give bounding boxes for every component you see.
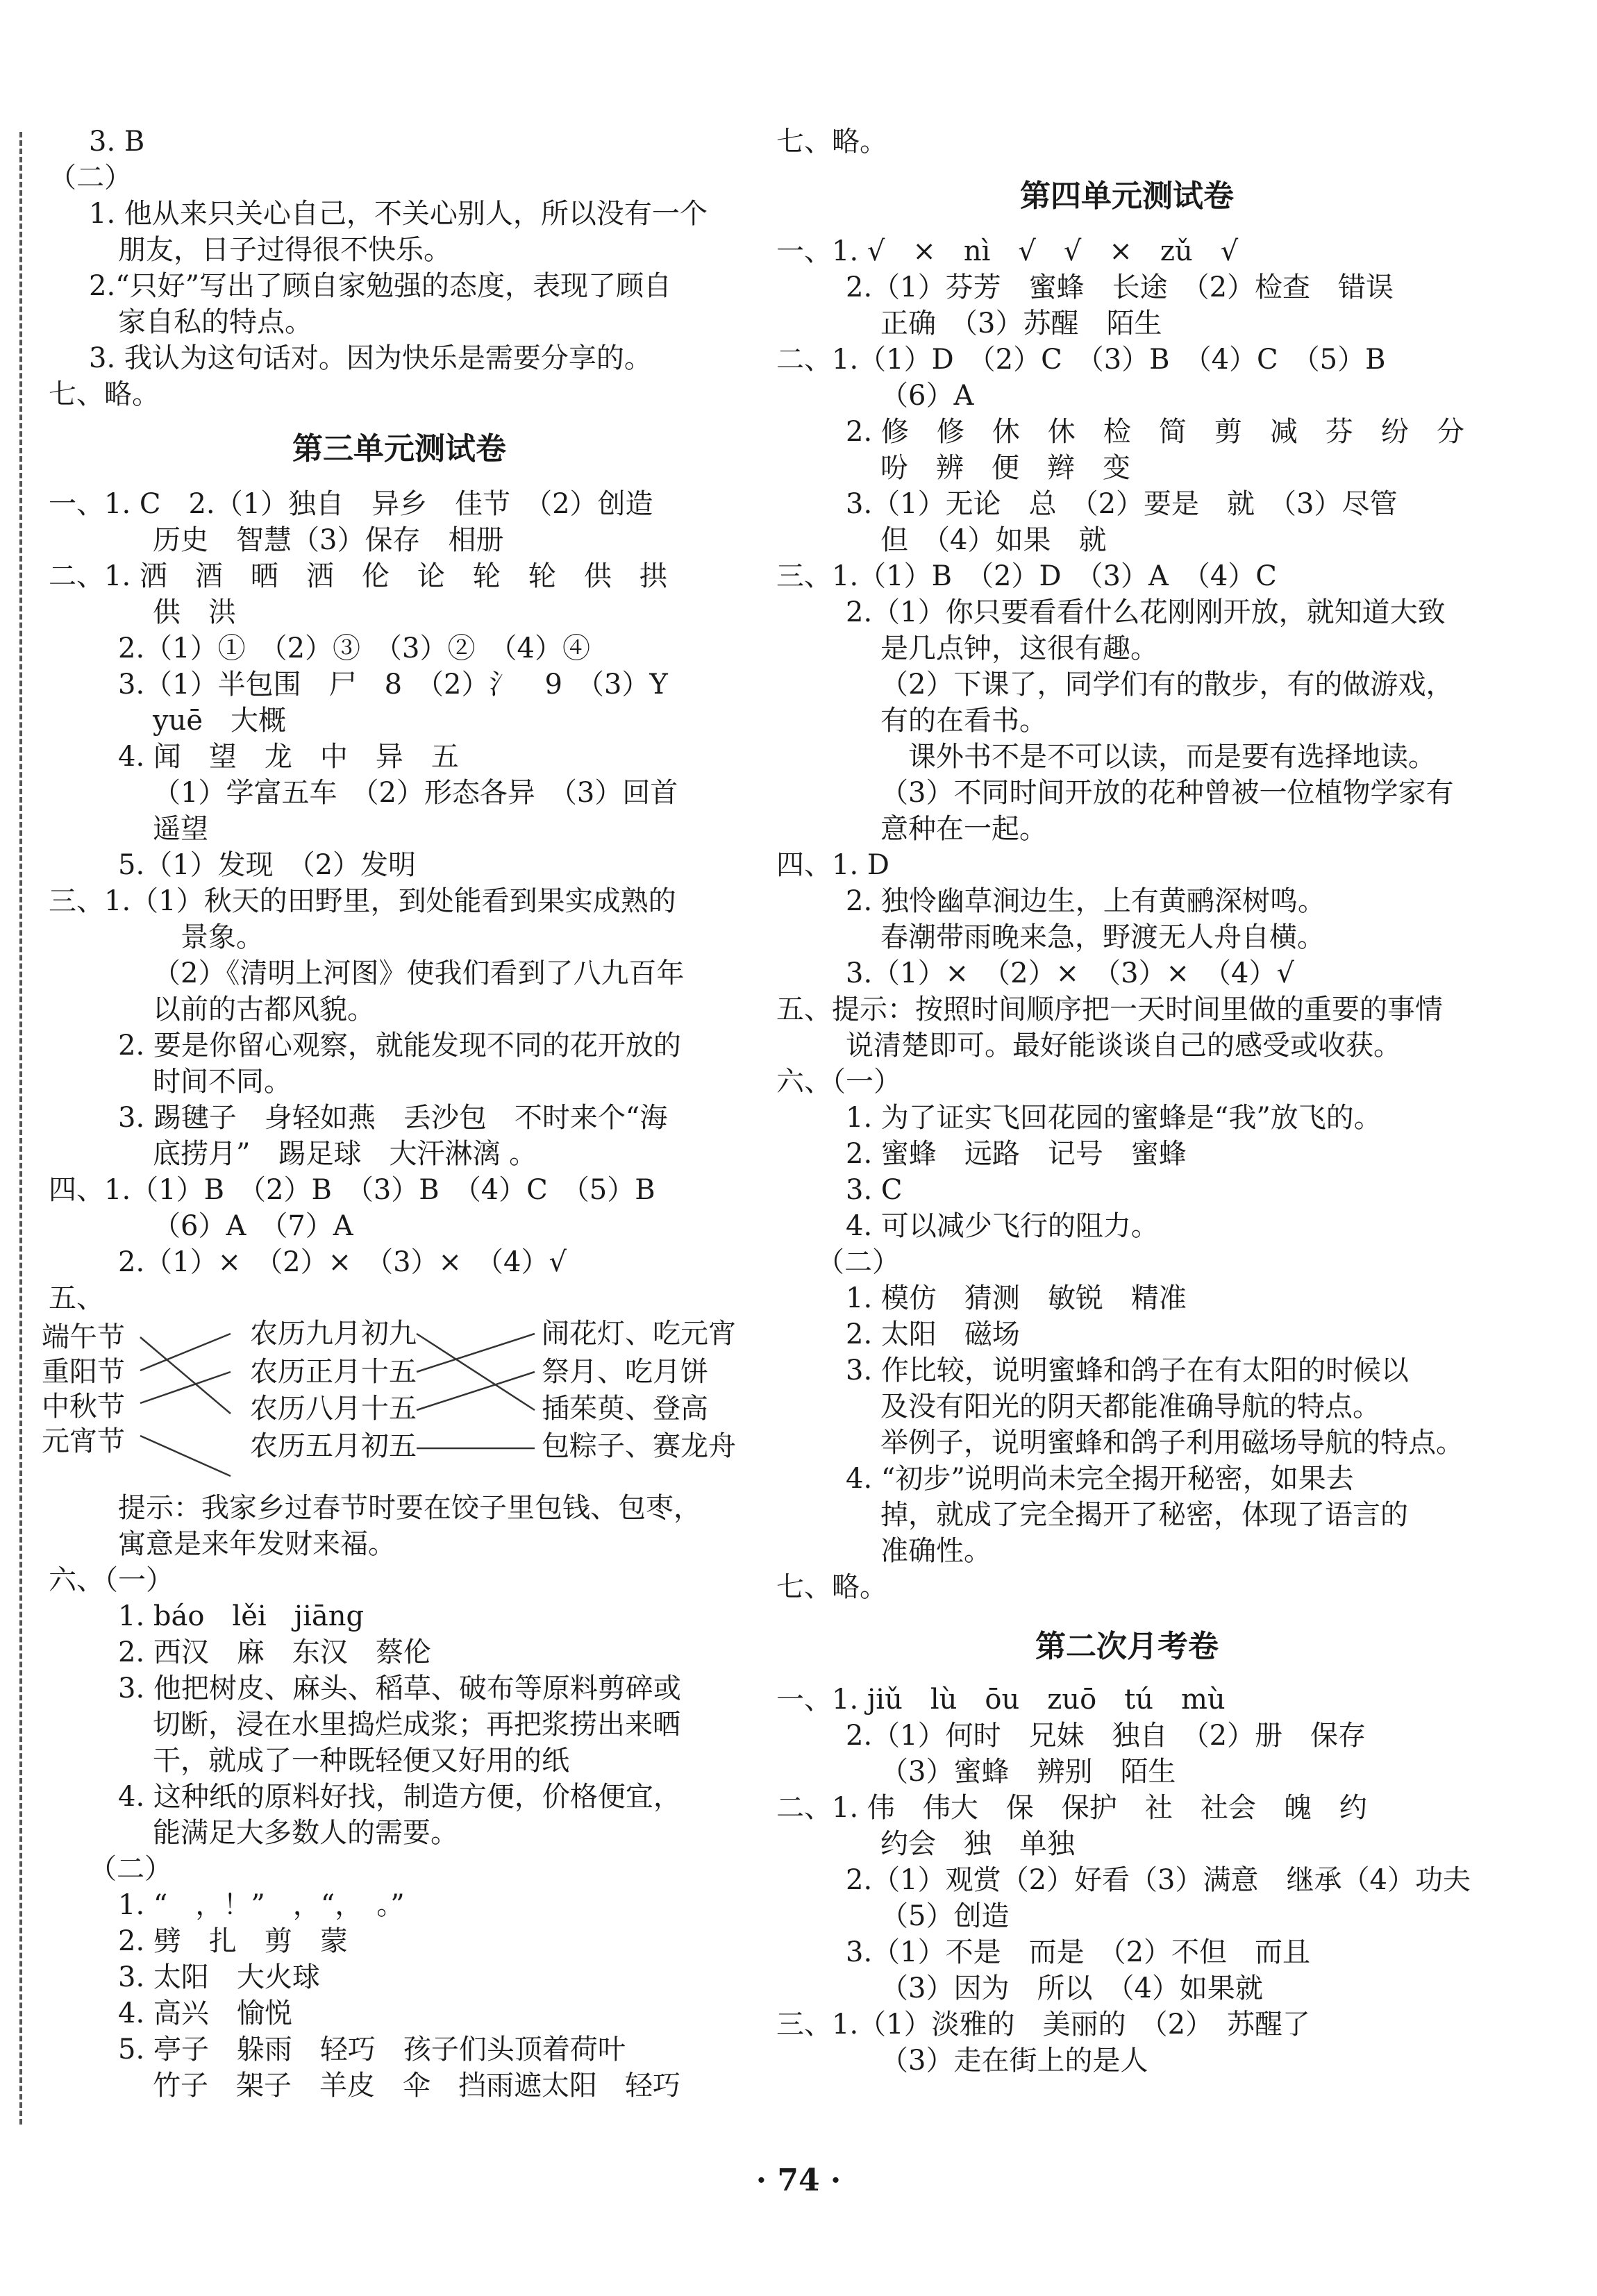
answer-line: 3.（1）不是 而是 （2）不但 而且	[846, 1936, 1311, 1968]
answer-line: （3）因为 所以 （4）如果就	[880, 1972, 1263, 2004]
right-column	[776, 124, 1478, 2079]
page-number: · 74 ·	[755, 2163, 842, 2198]
answer-line: （3）走在街上的是人	[880, 2045, 1148, 2077]
date-label: 农历八月十五	[250, 1393, 417, 1425]
answer-line: 能满足大多数人的需要。	[153, 1817, 458, 1849]
answer-line: 3. C	[846, 1174, 903, 1206]
answer-line: 七、略。	[776, 126, 887, 158]
answer-line: 是几点钟，这很有趣。	[880, 632, 1158, 664]
answer-line: 2.（1）× （2）× （3）× （4）√	[118, 1246, 567, 1278]
cut-line	[19, 132, 22, 2125]
match-line	[140, 1372, 231, 1403]
answer-line: 2. 独怜幽草涧边生，上有黄鹂深树鸣。	[846, 885, 1326, 917]
match-line	[417, 1334, 535, 1410]
answer-line: 3. 他把树皮、麻头、稻草、破布等原料剪碎或	[118, 1673, 681, 1704]
answer-line: 五、	[49, 1282, 104, 1314]
answer-line: 朋友，日子过得很不快乐。	[118, 234, 451, 266]
answer-line: 二、1.（1）D （2）C （3）B （4）C （5）B	[776, 344, 1386, 376]
date-label: 农历五月初五	[250, 1430, 417, 1462]
date-label: 农历正月十五	[250, 1356, 417, 1388]
answer-line: 三、1.（1）B （2）D （3）A （4）C	[776, 560, 1277, 592]
answer-line: 供 洪	[153, 596, 236, 628]
answer-line: 举例子，说明蜜蜂和鸽子利用磁场导航的特点。	[880, 1427, 1464, 1459]
answer-line: 4. 可以减少飞行的阻力。	[846, 1210, 1159, 1242]
custom-label: 包粽子、赛龙舟	[542, 1430, 736, 1462]
answer-line: 底捞月” 踢足球 大汗淋漓 。	[153, 1138, 537, 1170]
answer-line: 六、（一）	[776, 1066, 901, 1098]
answer-line: （二）	[89, 1853, 172, 1885]
custom-label: 插茱萸、登高	[542, 1393, 708, 1425]
answer-line: 2.（1）① （2）③ （3）② （4）④	[118, 632, 590, 664]
answer-line: 七、略。	[49, 378, 160, 410]
custom-label: 祭月、吃月饼	[542, 1356, 708, 1388]
answer-line: 5.（1）发现 （2）发明	[118, 849, 417, 881]
answer-line: （2）下课了，同学们有的散步，有的做游戏，	[880, 669, 1454, 701]
answer-line: 3.（1）半包围 尸 8 （2）氵 9 （3）Y	[118, 669, 668, 701]
answer-line: 但 （4）如果 就	[880, 524, 1107, 556]
match-line	[140, 1337, 231, 1414]
answer-line: 以前的古都风貌。	[153, 994, 375, 1025]
answer-line: 竹子 架子 羊皮 伞 挡雨遮太阳 轻巧	[153, 2070, 680, 2102]
answer-line: 历史 智慧（3）保存 相册	[153, 524, 504, 556]
festival-label: 端午节	[42, 1321, 125, 1353]
answer-line: 4. “初步”说明尚未完全揭开秘密，如果去	[846, 1463, 1354, 1495]
match-line	[140, 1436, 231, 1476]
answer-line: 二、1. 洒 酒 晒 洒 伦 论 轮 轮 供 拱	[49, 560, 667, 592]
custom-label: 闹花灯、吃元宵	[542, 1318, 736, 1350]
answer-line: 掉，就成了完全揭开了秘密，体现了语言的	[880, 1499, 1408, 1531]
answer-line: 干，就成了一种既轻便又好用的纸	[153, 1745, 569, 1777]
answer-line: （二）	[49, 162, 132, 194]
answer-line: 2. 蜜蜂 远路 记号 蜜蜂	[846, 1138, 1187, 1170]
answer-line: 三、1.（1）秋天的田野里，到处能看到果实成熟的	[49, 885, 676, 917]
answer-line: 5. 亭子 躲雨 轻巧 孩子们头顶着荷叶	[118, 2034, 626, 2065]
answer-line: 正确 （3）苏醒 陌生	[880, 308, 1162, 340]
answer-line: 2.（1）芬芳 蜜蜂 长途 （2）检查 错误	[846, 271, 1394, 303]
answer-line: 2. 太阳 磁场	[846, 1318, 1020, 1350]
answer-line: 一、1. jiǔ lù ōu zuō tú mù	[776, 1684, 1226, 1716]
answer-line: 景象。	[181, 921, 264, 953]
answer-line: 3.（1）× （2）× （3）× （4）√	[846, 957, 1294, 989]
answer-line: 3. 踢毽子 身轻如燕 丢沙包 不时来个“海	[118, 1102, 668, 1134]
answer-line: 3. B	[89, 126, 145, 158]
answer-line: 4. 闻 望 龙 中 异 五	[118, 741, 459, 773]
answer-line: （5）创造	[880, 1900, 1010, 1932]
answer-line: （6）A	[880, 380, 974, 412]
answer-line: 遥望	[153, 813, 208, 845]
answer-line: 及没有阳光的阴天都能准确导航的特点。	[880, 1391, 1380, 1423]
answer-line: 1. “ ，！” ，“， 。”	[118, 1889, 405, 1921]
answer-line: 提示：我家乡过春节时要在饺子里包钱、包枣，	[118, 1492, 701, 1524]
answer-line: 四、1.（1）B （2）B （3）B （4）C （5）B	[49, 1174, 655, 1206]
answer-line: yuē 大概	[153, 705, 287, 737]
answer-line: 2. 劈 扎 剪 蒙	[118, 1925, 348, 1957]
answer-line: 2. 修 修 休 休 检 简 剪 减 芬 纷 分	[846, 416, 1464, 448]
answer-line: 一、1. √ × nì √ √ × zǔ √	[776, 235, 1239, 267]
answer-line: 2.“只好”写出了顾自家勉强的态度，表现了顾自	[89, 270, 672, 302]
left-column	[42, 124, 750, 2104]
answer-line: 切断，浸在水里捣烂成浆；再把浆捞出来晒	[153, 1709, 680, 1741]
answer-line: 4. 高兴 愉悦	[118, 1997, 292, 2029]
answer-line: 寓意是来年发财来福。	[118, 1528, 396, 1560]
section-title: 第二次月考卷	[1035, 1629, 1219, 1664]
answer-line: （3）不同时间开放的花种曾被一位植物学家有	[880, 777, 1454, 809]
answer-line: （二）	[817, 1246, 900, 1278]
match-line	[417, 1334, 535, 1372]
answer-line: 2. 要是你留心观察，就能发现不同的花开放的	[118, 1030, 681, 1062]
date-label: 农历九月初九	[250, 1318, 417, 1350]
answer-line: 3.（1）无论 总 （2）要是 就 （3）尽管	[846, 488, 1398, 520]
answer-line: 意种在一起。	[880, 813, 1047, 845]
answer-line: 3. 作比较，说明蜜蜂和鸽子在有太阳的时候以	[846, 1355, 1409, 1386]
answer-line: 三、1.（1）淡雅的 美丽的 （2） 苏醒了	[776, 2009, 1311, 2041]
answer-line: （6）A （7）A	[153, 1210, 353, 1242]
answer-line: （3）蜜蜂 辨别 陌生	[880, 1756, 1176, 1788]
answer-line: 3. 太阳 大火球	[118, 1961, 320, 1993]
answer-line: 五、提示：按照时间顺序把一天时间里做的重要的事情	[776, 994, 1443, 1025]
answer-line: 说清楚即可。最好能谈谈自己的感受或收获。	[846, 1030, 1401, 1062]
answer-line: 准确性。	[880, 1535, 992, 1567]
matching-exercise	[42, 1316, 750, 1490]
section-title: 第三单元测试卷	[292, 431, 506, 467]
answer-line: 春潮带雨晚来急，野渡无人舟自横。	[880, 921, 1325, 953]
answer-line: 一、1. C 2.（1）独自 异乡 佳节 （2）创造	[49, 488, 653, 520]
answer-line: 家自私的特点。	[118, 306, 312, 338]
festival-label: 元宵节	[42, 1425, 125, 1457]
match-line	[417, 1372, 535, 1410]
answer-line: 1. báo lěi jiāng	[118, 1600, 365, 1632]
section-title: 第四单元测试卷	[1020, 178, 1234, 214]
answer-line: 二、1. 伟 伟大 保 保护 社 社会 魄 约	[776, 1792, 1367, 1824]
answer-line: 六、（一）	[49, 1564, 174, 1596]
answer-line: 七、略。	[776, 1571, 887, 1603]
answer-line: （2）《清明上河图》使我们看到了八九百年	[153, 957, 685, 989]
answer-line: 时间不同。	[153, 1066, 292, 1098]
answer-line: 1. 模仿 猜测 敏锐 精准	[846, 1282, 1187, 1314]
festival-label: 中秋节	[42, 1391, 125, 1423]
answer-line: （1）学富五车 （2）形态各异 （3）回首	[153, 777, 678, 809]
answer-line: 2.（1）何时 兄妹 独自 （2）册 保存	[846, 1720, 1366, 1752]
answer-line: 有的在看书。	[880, 705, 1047, 737]
answer-line: 课外书不是不可以读，而是要有选择地读。	[908, 741, 1436, 773]
match-line	[140, 1334, 231, 1371]
answer-line: 2. 西汉 麻 东汉 蔡伦	[118, 1636, 431, 1668]
answer-line: 2.（1）观赏（2）好看（3）满意 继承（4）功夫	[846, 1864, 1471, 1896]
answer-line: 3. 我认为这句话对。因为快乐是需要分享的。	[89, 342, 652, 374]
festival-label: 重阳节	[42, 1356, 125, 1388]
answer-line: 四、1. D	[776, 849, 889, 881]
answer-line: 4. 这种纸的原料好找，制造方便，价格便宜，	[118, 1781, 681, 1813]
answer-line: 2.（1）你只要看看什么花刚刚开放，就知道大致	[846, 596, 1446, 628]
answer-line: 吩 辨 便 辫 变	[880, 452, 1130, 484]
answer-line: 约会 独 单独	[880, 1828, 1075, 1860]
answer-line: 1. 他从来只关心自己，不关心别人，所以没有一个	[89, 198, 708, 230]
answer-line: 1. 为了证实飞回花园的蜜蜂是“我”放飞的。	[846, 1102, 1382, 1134]
